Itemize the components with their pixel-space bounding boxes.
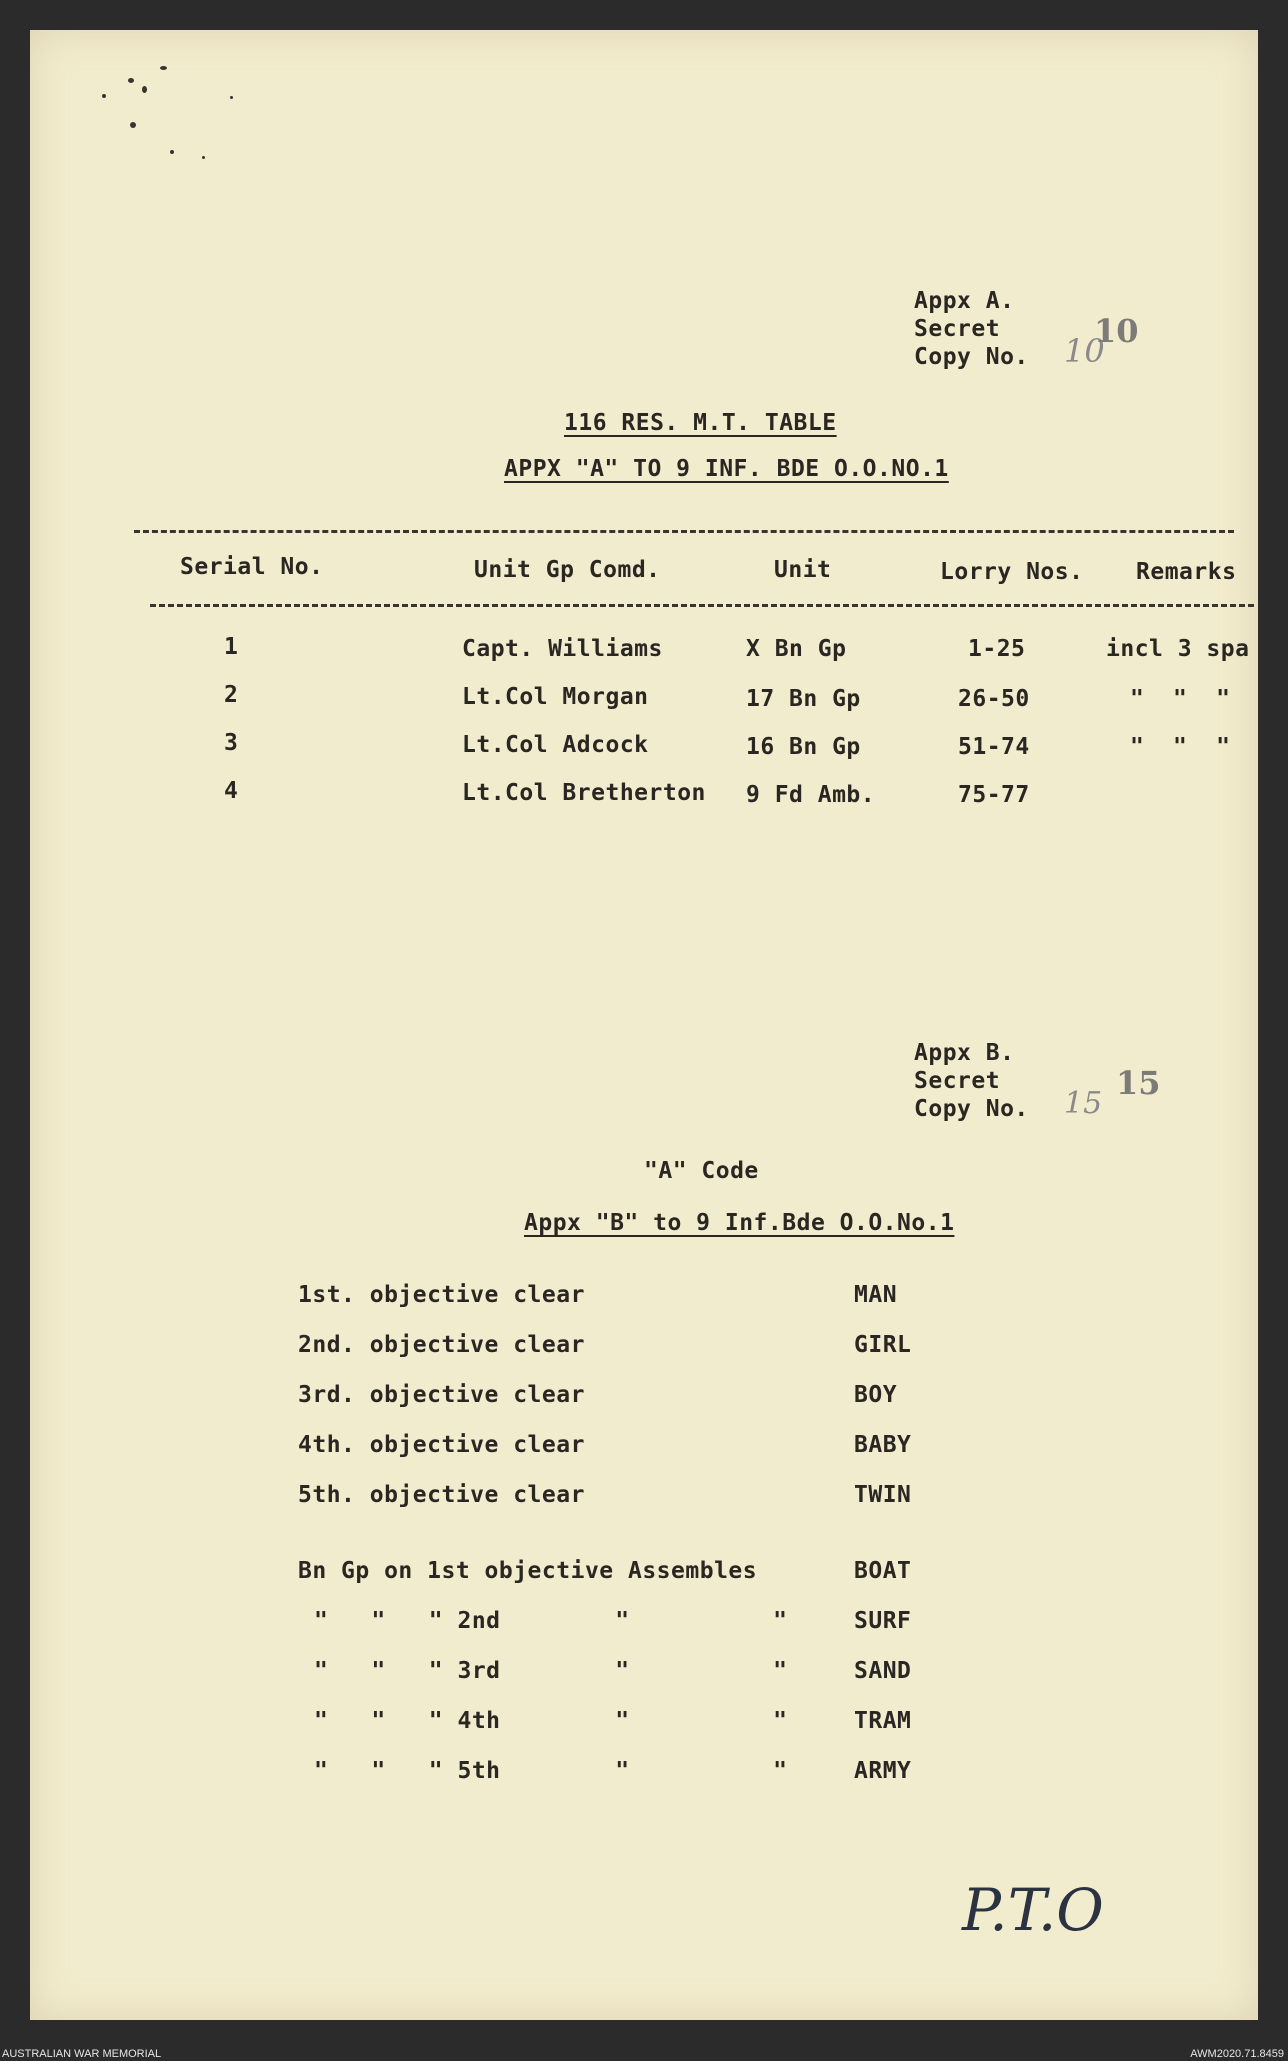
appx-a-copy-stamp: 10: [1094, 312, 1139, 350]
assembly-word-5: ARMY: [854, 1758, 912, 1784]
appx-b-subtitle: Appx "B" to 9 Inf.Bde O.O.No.1: [524, 1210, 955, 1236]
table-row-4-lorry: 75-77: [958, 782, 1030, 808]
table-row-2-serial: 2: [224, 682, 239, 708]
appx-a-copy-pencil: 10: [1064, 332, 1105, 370]
table-row-1-lorry: 1-25: [968, 636, 1026, 662]
assembly-label-4: " " " 4th " ": [314, 1708, 788, 1734]
col-header-unit: Unit: [774, 557, 832, 583]
table-row-4-unit: 9 Fd Amb.: [746, 782, 876, 808]
code-word-3: BOY: [854, 1382, 898, 1408]
table-top-rule: [134, 530, 1234, 533]
speck: [170, 150, 174, 154]
table-row-2-unit: 17 Bn Gp: [746, 686, 861, 712]
assembly-label-5: " " " 5th " ": [314, 1758, 788, 1784]
table-row-3-lorry: 51-74: [958, 734, 1030, 760]
table-row-3-remarks: " " ": [1130, 734, 1231, 760]
col-header-serial: Serial No.: [180, 554, 324, 580]
table-row-2-comd: Lt.Col Morgan: [462, 684, 649, 710]
appx-a-copy-label: Copy No.: [914, 344, 1029, 370]
code-label-1: 1st. objective clear: [298, 1282, 585, 1308]
code-word-4: BABY: [854, 1432, 912, 1458]
speck: [160, 66, 167, 70]
code-label-4: 4th. objective clear: [298, 1432, 585, 1458]
assembly-word-1: BOAT: [854, 1558, 912, 1584]
code-label-2: 2nd. objective clear: [298, 1332, 585, 1358]
code-word-2: GIRL: [854, 1332, 912, 1358]
speck: [202, 156, 205, 159]
col-header-unit-gp-comd: Unit Gp Comd.: [474, 557, 661, 583]
code-label-5: 5th. objective clear: [298, 1482, 585, 1508]
footer-source: AUSTRALIAN WAR MEMORIAL: [2, 2048, 162, 2060]
code-word-5: TWIN: [854, 1482, 912, 1508]
assembly-word-2: SURF: [854, 1608, 912, 1634]
appx-b-label: Appx B.: [914, 1040, 1015, 1066]
speck: [128, 78, 134, 83]
assembly-label-2: " " " 2nd " ": [314, 1608, 788, 1634]
footer-accession-number: AWM2020.71.8459: [1190, 2048, 1284, 2060]
handwritten-pto: P.T.O: [962, 1876, 1104, 1944]
appx-a-secret: Secret: [914, 316, 1001, 342]
table-row-4-serial: 4: [224, 778, 239, 804]
col-header-remarks: Remarks: [1136, 559, 1237, 585]
appx-b-secret: Secret: [914, 1068, 1001, 1094]
appx-a-title: 116 RES. M.T. TABLE: [564, 410, 837, 436]
table-row-2-lorry: 26-50: [958, 686, 1030, 712]
table-row-3-serial: 3: [224, 730, 239, 756]
table-row-1-comd: Capt. Williams: [462, 636, 663, 662]
appx-b-title: "A" Code: [644, 1158, 759, 1184]
appx-a-label: Appx A.: [914, 288, 1015, 314]
document-page: [30, 30, 1258, 2020]
table-row-3-unit: 16 Bn Gp: [746, 734, 861, 760]
appx-a-subtitle: APPX "A" TO 9 INF. BDE O.O.NO.1: [504, 456, 949, 482]
speck: [130, 122, 136, 128]
table-row-3-comd: Lt.Col Adcock: [462, 732, 649, 758]
table-row-4-comd: Lt.Col Bretherton: [462, 780, 706, 806]
table-row-1-serial: 1: [224, 634, 239, 660]
code-word-1: MAN: [854, 1282, 898, 1308]
table-header-rule: [150, 604, 1254, 607]
speck: [142, 86, 147, 93]
appx-b-copy-label: Copy No.: [914, 1096, 1029, 1122]
col-header-lorry-nos: Lorry Nos.: [940, 559, 1084, 585]
assembly-word-3: SAND: [854, 1658, 912, 1684]
table-row-2-remarks: " " ": [1130, 686, 1231, 712]
appx-b-copy-pencil: 15: [1064, 1086, 1103, 1121]
assembly-word-4: TRAM: [854, 1708, 912, 1734]
code-label-3: 3rd. objective clear: [298, 1382, 585, 1408]
table-row-1-unit: X Bn Gp: [746, 636, 847, 662]
assembly-label-3: " " " 3rd " ": [314, 1658, 788, 1684]
speck: [230, 96, 233, 99]
speck: [102, 94, 106, 98]
table-row-1-remarks: incl 3 spa: [1106, 636, 1250, 662]
appx-b-copy-stamp: 15: [1116, 1064, 1161, 1102]
assembly-label-1: Bn Gp on 1st objective Assembles: [298, 1558, 758, 1584]
